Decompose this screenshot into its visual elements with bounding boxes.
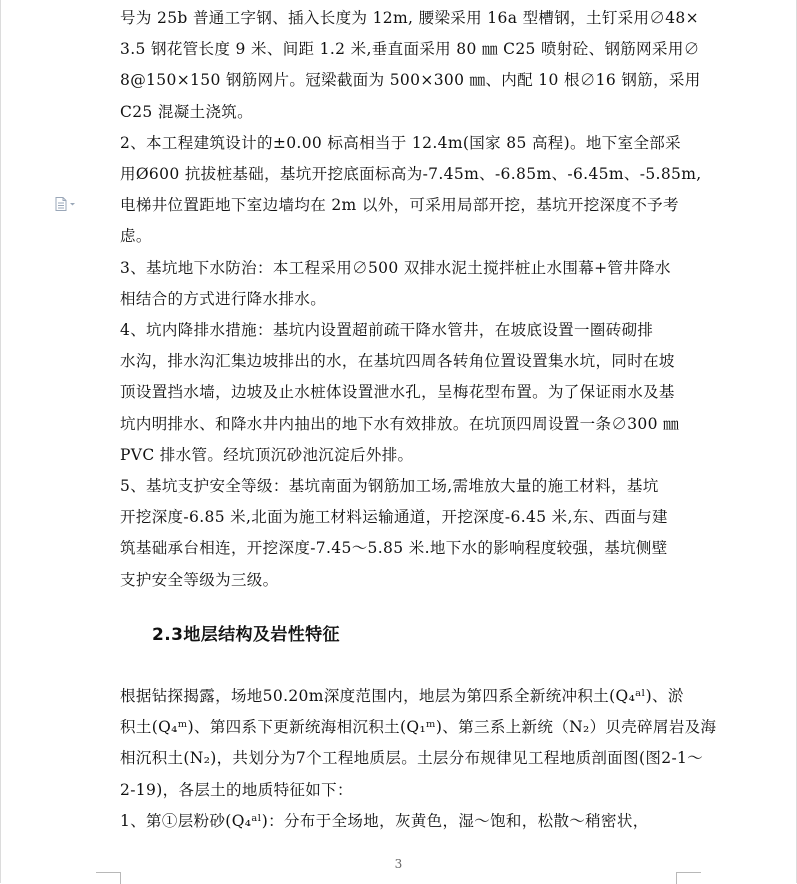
text-line: 相结合的方式进行降水排水。	[120, 289, 327, 308]
text-line: 支护安全等级为三级。	[120, 570, 279, 589]
text-line: 号为 25b 普通工字钢、插入长度为 12m, 腰梁采用 16a 型槽钢，土钉采用∅48×	[120, 9, 699, 27]
text-line: 坑内明排水、和降水井内抽出的地下水有效排放。在坑顶四周设置一条∅300 ㎜	[120, 414, 679, 433]
paragraph-options-icon-graphic	[55, 197, 77, 211]
page-corner-mark-right	[676, 872, 701, 884]
text-line: 相沉积土(N₂)，共划分为7个工程地质层。土层分布规律见工程地质剖面图(图2-1～	[120, 749, 704, 768]
section-heading: 2.3地层结构及岩性特征	[152, 625, 340, 645]
text-line: C25 混凝土浇筑。	[120, 102, 254, 121]
page-number: 3	[394, 857, 403, 871]
text-line: 积土(Q₄ᵐ)、第四系下更新统海相沉积土(Q₁ᵐ)、第三系上新统（N₂）贝壳碎屑岩及海	[120, 718, 717, 737]
text-line: PVC 排水管。经坑顶沉砂池沉淀后外排。	[120, 445, 414, 464]
paragraph-options-icon[interactable]	[55, 196, 77, 210]
text-line: 2-19)，各层土的地质特征如下：	[120, 780, 353, 799]
text-line: 用Ø600 抗拔桩基础，基坑开挖底面标高为-7.45m、-6.85m、-6.45m、-5.85m,	[120, 165, 702, 183]
text-line: 3、基坑地下水防治：本工程采用∅500 双排水泥土搅拌桩止水围幕+管井降水	[120, 258, 671, 277]
text-line: 根据钻探揭露，场地50.20m深度范围内，地层为第四系全新统冲积土(Q₄ᵃˡ)、淤	[120, 687, 684, 705]
text-line: 开挖深度-6.85 米,北面为施工材料运输通道，开挖深度-6.45 米,东、西面与建	[120, 508, 668, 527]
text-line: 4、坑内降排水措施：基坑内设置超前疏干降水管井，在坡底设置一圈砖砌排	[120, 321, 654, 339]
page-corner-mark-left	[96, 872, 121, 884]
text-line: 顶设置挡水墙，边坡及止水桩体设置泄水孔，呈梅花型布置。为了保证雨水及基	[120, 383, 675, 402]
text-line: 水沟，排水沟汇集边坡排出的水，在基坑四周各转角位置设置集水坑，同时在坡	[120, 352, 675, 371]
text-line: 电梯井位置距地下室边墙均在 2m 以外，可采用局部开挖，基坑开挖深度不予考	[120, 196, 679, 215]
text-line: 虑。	[120, 227, 152, 246]
text-line: 2、本工程建筑设计的±0.00 标高相当于 12.4m(国家 85 高程)。地下室全部采	[120, 133, 681, 152]
text-line: 1、第①层粉砂(Q₄ᵃˡ)：分布于全场地，灰黄色，湿～饱和，松散～稍密状，	[120, 811, 649, 830]
page-left-edge	[0, 0, 1, 883]
text-line: 3.5 钢花管长度 9 米、间距 1.2 米,垂直面采用 80 ㎜ C25 喷射砼、钢筋网采用∅	[120, 40, 700, 59]
text-line: 筑基础承台相连，开挖深度-7.45～5.85 米.地下水的影响程度较强，基坑侧壁	[120, 539, 668, 558]
text-line: 5、基坑支护安全等级：基坑南面为钢筋加工场,需堆放大量的施工材料，基坑	[120, 477, 659, 495]
text-line: 8@150×150 钢筋网片。冠梁截面为 500×300 ㎜、内配 10 根∅16 钢筋，采用	[120, 71, 701, 90]
